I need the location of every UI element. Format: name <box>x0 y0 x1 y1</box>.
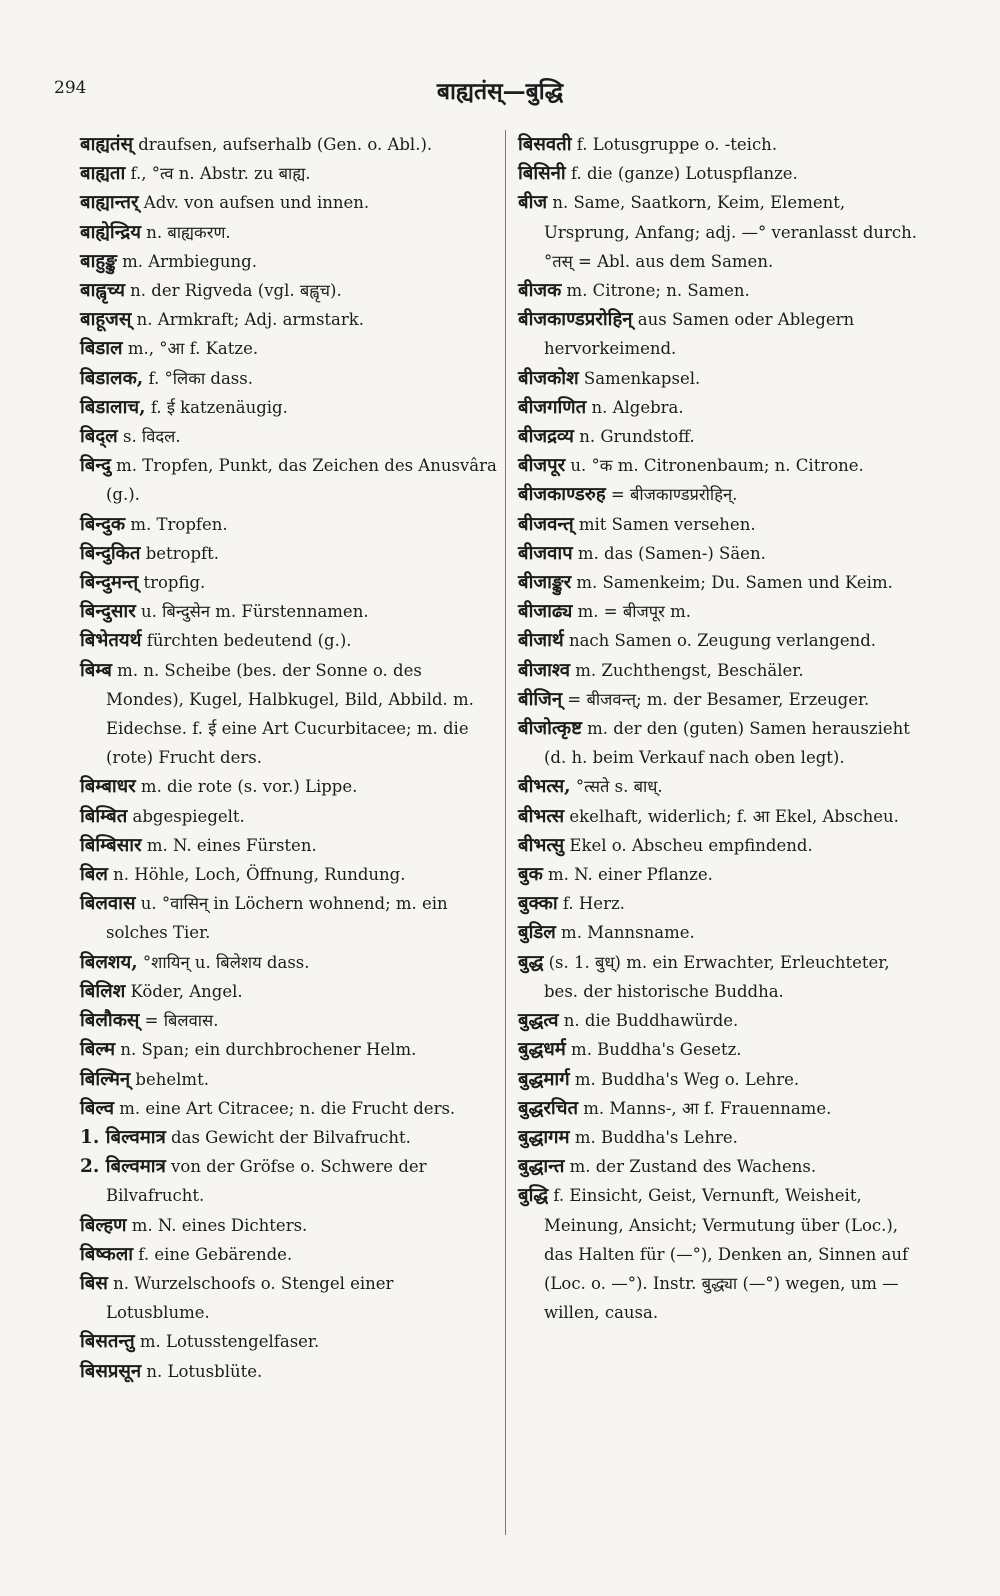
dictionary-entry <box>80 247 500 276</box>
entry-headword: बिद्ल <box>80 426 118 448</box>
dictionary-entry <box>80 977 500 1006</box>
right-column <box>518 130 928 1327</box>
dictionary-entry <box>518 714 928 772</box>
entry-headword: बिसप्रसून <box>80 1360 142 1382</box>
entry-headword: बीभत्स <box>518 805 565 827</box>
entry-headword: बाह्येन्द्रिय <box>80 221 141 243</box>
entry-definition: s. विदल. <box>117 427 181 447</box>
entry-headword: बुक <box>518 864 543 886</box>
left-column <box>80 130 500 1386</box>
entry-headword: बुद्ध <box>518 951 544 973</box>
entry-definition: n. Algebra. <box>586 397 684 417</box>
entry-headword: बुद्धि <box>518 1185 549 1207</box>
column-divider <box>505 130 506 1535</box>
entry-definition: = बीजवन्त्; m. der Besamer, Erzeuger. <box>562 689 870 709</box>
dictionary-entry <box>518 451 928 480</box>
entry-definition: m. Buddha's Lehre. <box>569 1127 738 1147</box>
dictionary-entry <box>80 656 500 773</box>
dictionary-entry <box>518 305 928 363</box>
entry-headword: बिन्दुक <box>80 513 126 535</box>
entry-definition: m. der den (guten) Samen herauszieht (d. h. beim Verkauf nach oben legt). <box>544 719 910 768</box>
dictionary-entry <box>518 626 928 655</box>
entry-headword: बिल्म <box>80 1039 116 1061</box>
entry-headword: बीजकाण्डरुह <box>518 484 606 506</box>
entry-definition: Adv. von aufsen und innen. <box>138 193 370 213</box>
dictionary-entry <box>80 1065 500 1094</box>
entry-headword: बीजवाप <box>518 542 573 564</box>
entry-definition: f. Einsicht, Geist, Vernunft, Weisheit, Meinung, Ansicht; Vermutung über (Loc.), das Halten für (—°), Denken an, Sinnen auf (Loc. o. —°). Instr. बुद्ध्या (—°) wegen, um — willen, causa. <box>544 1186 909 1323</box>
entry-definition: draufsen, aufserhalb (Gen. o. Abl.). <box>132 135 433 154</box>
entry-headword: बीजाश्व <box>518 659 571 681</box>
entry-definition: fürchten bedeutend (g.). <box>141 631 352 651</box>
entry-headword: बीजोत्कृष्ट <box>518 718 582 740</box>
dictionary-entry <box>518 948 928 1006</box>
dictionary-entry <box>518 276 928 305</box>
dictionary-entry <box>518 597 928 626</box>
dictionary-entry <box>80 1240 500 1269</box>
entry-headword: बीजिन् <box>518 688 563 710</box>
entry-definition: behelmt. <box>130 1069 209 1089</box>
dictionary-entry <box>518 159 928 188</box>
entry-headword: बिसवती <box>518 134 572 155</box>
entry-headword: बाह्यता <box>80 163 126 185</box>
entry-definition: m. N. eines Fürsten. <box>141 835 317 855</box>
dictionary-entry <box>518 510 928 539</box>
entry-headword: बिन्दुकित <box>80 542 141 564</box>
entry-headword: बीज <box>518 192 548 214</box>
dictionary-entry <box>518 364 928 393</box>
entry-definition: f. Lotusgruppe o. -teich. <box>571 135 778 154</box>
entry-definition: n. Armkraft; Adj. armstark. <box>131 310 365 330</box>
entry-headword: 2. बिल्वमात्र <box>80 1156 166 1178</box>
dictionary-entry <box>80 1327 500 1356</box>
entry-definition: m. Tropfen, Punkt, das Zeichen des Anusvâra (g.). <box>106 456 497 505</box>
entry-headword: बिलशय, <box>80 951 138 973</box>
dictionary-entry <box>80 597 500 626</box>
entry-headword: बिडालक, <box>80 367 144 389</box>
entry-headword: बाह्वृच्य <box>80 280 125 302</box>
entry-definition: m. = बीजपूर m. <box>572 602 692 622</box>
entry-definition: n. Grundstoff. <box>573 427 695 447</box>
entry-headword: बिसिनी <box>518 163 566 185</box>
entry-headword: बिन्दुसार <box>80 601 136 623</box>
entry-definition: n. Lotusblüte. <box>141 1361 263 1381</box>
entry-definition: das Gewicht der Bilvafrucht. <box>165 1127 411 1147</box>
entry-definition: n. der Rigveda (vgl. बह्वृच). <box>124 281 342 301</box>
entry-headword: बिम्बाधर <box>80 776 136 798</box>
entry-definition: mit Samen versehen. <box>573 514 756 534</box>
dictionary-entry <box>518 422 928 451</box>
entry-definition: f. eine Gebärende. <box>133 1244 293 1264</box>
entry-definition: m. N. eines Dichters. <box>126 1215 308 1235</box>
entry-headword: बिम्ब <box>80 659 112 681</box>
entry-headword: बाह्यान्तर् <box>80 192 139 214</box>
entry-definition: n. बाह्यकरण. <box>140 222 231 242</box>
dictionary-entry <box>80 305 500 334</box>
entry-headword: बीभत्सु <box>518 834 565 856</box>
dictionary-entry <box>80 510 500 539</box>
dictionary-entry <box>80 188 500 217</box>
dictionary-entry <box>80 276 500 305</box>
entry-headword: बुद्धधर्म <box>518 1039 566 1061</box>
dictionary-entry <box>518 656 928 685</box>
entry-definition: n. Span; ein durchbrochener Helm. <box>115 1040 417 1060</box>
dictionary-entry <box>518 568 928 597</box>
dictionary-entry <box>80 1269 500 1327</box>
entry-headword: बिल्मिन् <box>80 1068 131 1090</box>
entry-headword: बिसतन्तु <box>80 1331 135 1353</box>
entry-headword: बिस <box>80 1272 108 1294</box>
dictionary-entry <box>80 1152 500 1210</box>
entry-headword: बाहूजस् <box>80 309 132 331</box>
dictionary-entry <box>518 1181 928 1327</box>
entry-headword: बीजाढ्य <box>518 601 573 623</box>
entry-headword: बिन्दु <box>80 455 111 477</box>
entry-definition: von der Gröfse o. Schwere der Bilvafrucht. <box>106 1157 427 1206</box>
entry-headword: बीजकोश <box>518 367 579 389</box>
entry-definition: m. der Zustand des Wachens. <box>564 1157 817 1177</box>
entry-headword: बिलवास <box>80 893 136 915</box>
entry-definition: ekelhaft, widerlich; f. आ Ekel, Abscheu. <box>564 806 899 826</box>
entry-definition: Köder, Angel. <box>125 981 243 1001</box>
dictionary-entry <box>518 1065 928 1094</box>
dictionary-entry <box>518 188 928 276</box>
entry-headword: बुक्का <box>518 893 558 915</box>
entry-definition: m. Citrone; n. Samen. <box>561 281 750 301</box>
dictionary-entry <box>80 130 500 159</box>
entry-headword: बिन्दुमन्त् <box>80 572 139 594</box>
entry-headword: बीजगणित <box>518 396 587 418</box>
entry-definition: nach Samen o. Zeugung verlangend. <box>563 631 877 651</box>
entry-headword: बीजाङ्कुर <box>518 572 572 594</box>
entry-definition: f., °त्व n. Abstr. zu बाह्य. <box>125 164 311 184</box>
entry-headword: बुद्धमार्ग <box>518 1068 570 1090</box>
entry-definition: m. Buddha's Gesetz. <box>565 1040 742 1060</box>
entry-headword: बिल्हण <box>80 1214 127 1236</box>
entry-definition: Ekel o. Abscheu empfindend. <box>564 835 813 855</box>
dictionary-entry <box>80 393 500 422</box>
entry-definition: m. Zuchthengst, Beschäler. <box>570 660 804 680</box>
entry-definition: f. ई katzenäugig. <box>145 397 288 417</box>
entry-headword: बिभेतयर्थ <box>80 630 142 652</box>
entry-headword: बुडिल <box>518 922 556 944</box>
entry-headword: बिडाल <box>80 338 123 360</box>
entry-definition: m. n. Scheibe (bes. der Sonne o. des Mondes), Kugel, Halbkugel, Bild, Abbild. m. Eidechse. f. ई eine Art Cucurbitacee; m. die (rote) Frucht ders. <box>106 660 474 768</box>
entry-definition: m. Mannsname. <box>555 923 695 943</box>
entry-headword: बिम्बिसार <box>80 834 142 856</box>
entry-definition: u. °वासिन् in Löchern wohnend; m. ein solches Tier. <box>106 894 448 943</box>
entry-headword: बुद्धरचित <box>518 1097 578 1119</box>
running-head: बाह्यतंस्—बुद्धि <box>436 78 564 105</box>
dictionary-entry <box>80 451 500 509</box>
dictionary-entry <box>80 1006 500 1035</box>
entry-headword: बीजपूर <box>518 455 566 477</box>
entry-headword: बुद्धान्त <box>518 1156 565 1178</box>
entry-headword: बीजद्रव्य <box>518 426 574 448</box>
entry-definition: f. die (ganze) Lotuspflanze. <box>565 164 798 184</box>
dictionary-entry <box>518 1094 928 1123</box>
dictionary-entry <box>518 685 928 714</box>
entry-definition: m. die rote (s. vor.) Lippe. <box>135 777 358 797</box>
entry-definition: m. Tropfen. <box>125 514 228 534</box>
dictionary-entry <box>80 626 500 655</box>
dictionary-entry <box>80 860 500 889</box>
entry-definition: n. Wurzelschoofs o. Stengel einer Lotusblume. <box>106 1273 394 1323</box>
entry-headword: बिष्कला <box>80 1243 134 1265</box>
entry-definition: (s. 1. बुध्) m. ein Erwachter, Erleuchteter, bes. der historische Buddha. <box>543 952 890 1001</box>
entry-headword: बिलिश <box>80 980 126 1002</box>
dictionary-entry <box>518 1123 928 1152</box>
dictionary-entry <box>518 130 928 159</box>
entry-definition: m. Armbiegung. <box>116 251 257 271</box>
page-header <box>0 78 1000 118</box>
entry-definition: tropfig. <box>138 573 206 593</box>
entry-definition: m. Buddha's Weg o. Lehre. <box>569 1069 800 1089</box>
entry-headword: बिलौकस् <box>80 1010 140 1032</box>
entry-headword: बीजार्थ <box>518 630 564 652</box>
dictionary-entry <box>80 364 500 393</box>
entry-definition: m. N. einer Pflanze. <box>542 865 713 885</box>
entry-definition: m. Lotusstengelfaser. <box>134 1332 320 1352</box>
dictionary-entry <box>518 1006 928 1035</box>
entry-definition: abgespiegelt. <box>127 806 245 826</box>
dictionary-entry <box>518 772 928 801</box>
entry-headword: बाहुङ्कु <box>80 250 117 272</box>
dictionary-entry <box>518 889 928 918</box>
dictionary-entry <box>80 1123 500 1152</box>
entry-definition: °शायिन् u. बिलेशय dass. <box>137 952 310 972</box>
dictionary-entry <box>80 831 500 860</box>
entry-definition: m. Samenkeim; Du. Samen und Keim. <box>571 573 893 593</box>
dictionary-entry <box>80 772 500 801</box>
entry-definition: m., °आ f. Katze. <box>122 339 259 359</box>
entry-definition: f. Herz. <box>557 894 625 914</box>
entry-definition: °त्सते s. बाध्. <box>570 777 663 797</box>
dictionary-entry <box>80 422 500 451</box>
dictionary-entry <box>80 539 500 568</box>
entry-headword: बीजक <box>518 280 562 302</box>
entry-definition: = बिलवास. <box>139 1011 219 1031</box>
dictionary-entry <box>80 568 500 597</box>
dictionary-entry <box>80 1094 500 1123</box>
dictionary-entry <box>80 1035 500 1064</box>
entry-definition: u. बिन्दुसेन m. Fürstennamen. <box>135 602 369 622</box>
dictionary-entry <box>80 1211 500 1240</box>
dictionary-entry <box>518 1035 928 1064</box>
entry-headword: बुद्धत्व <box>518 1010 559 1032</box>
dictionary-entry <box>518 802 928 831</box>
dictionary-entry <box>80 889 500 947</box>
entry-definition: m. das (Samen-) Säen. <box>572 543 766 563</box>
entry-headword: बाह्यतंस् <box>80 134 133 155</box>
entry-headword: बिम्बित <box>80 805 128 827</box>
dictionary-entry <box>80 802 500 831</box>
dictionary-entry <box>80 334 500 363</box>
dictionary-entry <box>518 918 928 947</box>
entry-definition: Samenkapsel. <box>578 368 701 388</box>
dictionary-entry <box>518 539 928 568</box>
entry-definition: m. Manns-, आ f. Frauenname. <box>578 1098 832 1118</box>
dictionary-entry <box>518 860 928 889</box>
entry-definition: n. die Buddhawürde. <box>558 1011 739 1031</box>
entry-definition: n. Höhle, Loch, Öffnung, Rundung. <box>107 865 406 885</box>
dictionary-entry <box>518 480 928 509</box>
dictionary-entry <box>518 393 928 422</box>
entry-definition: n. Same, Saatkorn, Keim, Element, Ursprung, Anfang; adj. —° veranlasst durch. °तस् = Abl. aus dem Samen. <box>544 193 918 271</box>
entry-definition: aus Samen oder Ablegern hervorkeimend. <box>544 310 855 359</box>
dictionary-entry <box>518 1152 928 1181</box>
entry-definition: = बीजकाण्डप्ररोहिन्. <box>605 485 738 505</box>
entry-definition: m. eine Art Citracee; n. die Frucht ders. <box>114 1098 456 1118</box>
dictionary-entry <box>518 831 928 860</box>
entry-definition: u. °क m. Citronenbaum; n. Citrone. <box>565 456 864 476</box>
dictionary-entry <box>80 948 500 977</box>
page-number: 294 <box>54 78 87 98</box>
entry-headword: बिल्व <box>80 1097 114 1119</box>
dictionary-entry <box>80 159 500 188</box>
dictionary-entry <box>80 218 500 247</box>
entry-headword: बीभत्स, <box>518 776 571 798</box>
entry-headword: बीजवन्त् <box>518 513 574 535</box>
dictionary-entry <box>80 1357 500 1386</box>
entry-definition: f. °लिका dass. <box>143 368 253 388</box>
entry-headword: बुद्धागम <box>518 1126 570 1148</box>
entry-definition: betropft. <box>140 543 220 563</box>
entry-headword: बिल <box>80 864 108 886</box>
entry-headword: बीजकाण्डप्ररोहिन् <box>518 309 633 331</box>
entry-headword: बिडालाच, <box>80 396 146 418</box>
entry-headword: 1. बिल्वमात्र <box>80 1126 166 1148</box>
